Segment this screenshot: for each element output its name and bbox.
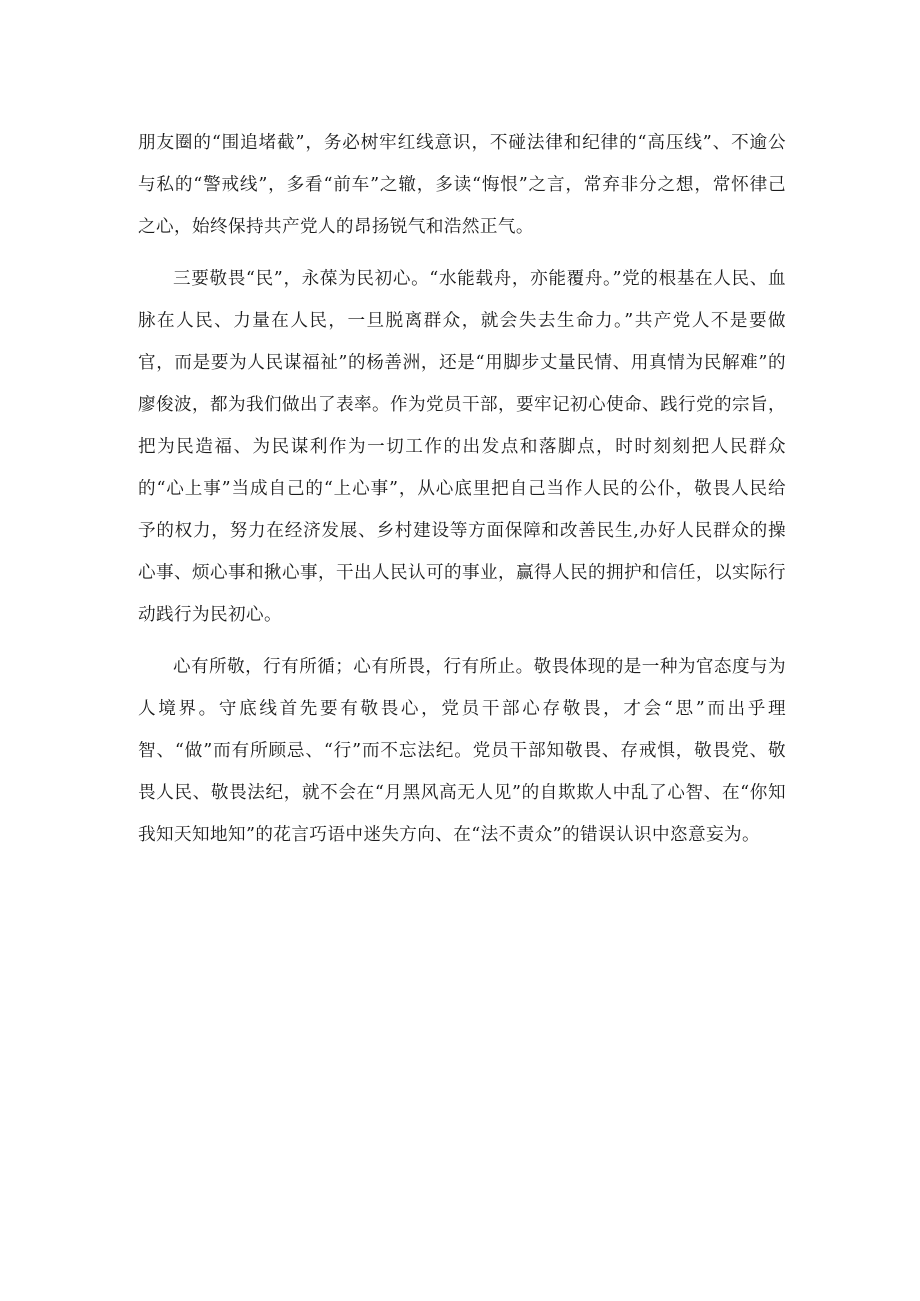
paragraph-continuation: 朋友圈的“围追堵截”，务必树牢红线意识，不碰法律和纪律的“高压线”、不逾公与私的“警戒线”，多看“前车”之辙，多读“悔恨”之言，常弃非分之想，常怀律己之心，始终保持共产党人的昂扬锐气和浩然正气。 <box>138 133 786 237</box>
document-body <box>138 122 786 866</box>
paragraph-respect-people: 三要敬畏“民”，永葆为民初心。“水能载舟，亦能覆舟。”党的根基在人民、血脉在人民、力量在人民，一旦脱离群众，就会失去生命力。”共产党人不是要做官，而是要为人民谋福祉”的杨善洲，还是“用脚步丈量民情、用真情为民解难”的廖俊波，都为我们做出了表率。作为党员干部，要牢记初心使命、践行党的宗旨，把为民造福、为民谋利作为一切工作的出发点和落脚点，时时刻刻把人民群众的“心上事”当成自己的“上心事”，从心底里把自己当作人民的公仆，敬畏人民给予的权力，努力在经济发展、乡村建设等方面保障和改善民生,办好人民群众的操心事、烦心事和揪心事，干出人民认可的事业，赢得人民的拥护和信任，以实际行动践行为民初心。 <box>138 269 786 625</box>
paragraph-conclusion: 心有所敬，行有所循；心有所畏，行有所止。敬畏体现的是一种为官态度与为人境界。守底线首先要有敬畏心，党员干部心存敬畏，才会“思”而出乎理智、“做”而有所顾忌、“行”而不忘法纪。党员干部知敬畏、存戒惧，敬畏党、敬畏人民、敬畏法纪，就不会在“月黑风高无人见”的自欺欺人中乱了心智、在“你知我知天知地知”的花言巧语中迷失方向、在“法不责众”的错误认识中恣意妄为。 <box>138 657 786 845</box>
